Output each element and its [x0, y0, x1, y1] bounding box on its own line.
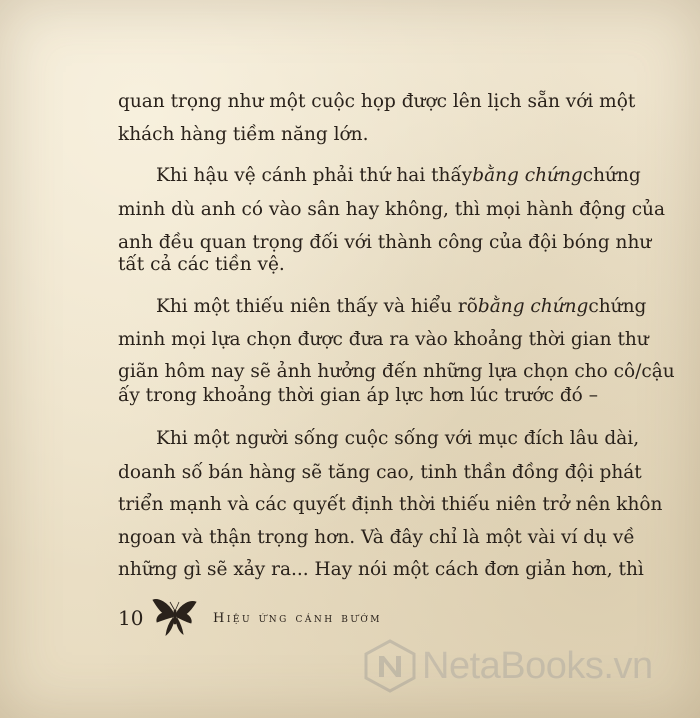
page-number: 10 — [118, 606, 144, 630]
text-line-12-content: doanh số bán hàng sẽ tăng cao, tinh thần đồng đội phát — [118, 462, 642, 483]
watermark — [362, 636, 692, 696]
text-line-4-content: minh dù anh có vào sân hay không, thì mọi hành động của — [118, 199, 666, 220]
butterfly-icon — [150, 596, 200, 638]
watermark-text: NetaBooks.vn — [422, 644, 653, 687]
text-line-7-a: Khi một thiếu niên thấy và hiểu rõ — [156, 296, 478, 317]
emphasis-evidence-2: bằng chứng — [477, 296, 589, 317]
text-line-2-content: khách hàng tiềm năng lớn. — [118, 124, 369, 145]
text-line-12 — [118, 462, 642, 483]
text-line-3 — [156, 165, 641, 186]
text-line-1-content: quan trọng như một cuộc họp được lên lịch sẵn với một — [118, 91, 636, 112]
text-line-13 — [118, 494, 663, 515]
text-line-9 — [118, 361, 675, 382]
text-line-3-a: Khi hậu vệ cánh phải thứ hai thấy — [156, 165, 473, 186]
text-line-8 — [118, 329, 649, 350]
text-line-15 — [118, 559, 644, 580]
text-line-11-content: Khi một người sống cuộc sống với mục đích lâu dài, — [156, 428, 640, 449]
text-line-6-content: tất cả các tiền vệ. — [118, 254, 285, 275]
text-line-8-content: minh mọi lựa chọn được đưa ra vào khoảng thời gian thư — [118, 329, 649, 350]
text-line-14-content: ngoan và thận trọng hơn. Và đây chỉ là một vài ví dụ về — [118, 527, 635, 548]
text-line-5 — [118, 232, 652, 253]
emphasis-evidence: bằng chứng — [472, 165, 583, 186]
netabooks-logo-icon — [362, 638, 418, 694]
text-line-11 — [156, 428, 640, 449]
text-line-10-content: ấy trong khoảng thời gian áp lực hơn lúc trước đó – — [118, 385, 598, 406]
text-line-7 — [156, 296, 647, 317]
text-line-7-c: chứng — [588, 296, 647, 317]
text-line-14 — [118, 527, 635, 548]
text-line-4 — [118, 199, 666, 220]
text-line-9-content: giãn hôm nay sẽ ảnh hưởng đến những lựa chọn cho cô/cậu — [118, 361, 675, 382]
text-line-15-content: những gì sẽ xảy ra... Hay nói một cách đơn giản hơn, thì — [118, 559, 644, 580]
text-line-2 — [118, 126, 606, 145]
text-line-10 — [118, 387, 606, 406]
text-line-13-content: triển mạnh và các quyết định thời thiếu niên trở nên khôn — [118, 494, 663, 515]
text-line-3-c: chứng — [582, 165, 641, 186]
running-title: Hiệu ứng cánh bướm — [213, 611, 382, 626]
text-line-5-content: anh đều quan trọng đối với thành công của đội bóng như — [118, 232, 652, 253]
text-line-1 — [118, 91, 636, 112]
text-line-6 — [118, 256, 606, 275]
